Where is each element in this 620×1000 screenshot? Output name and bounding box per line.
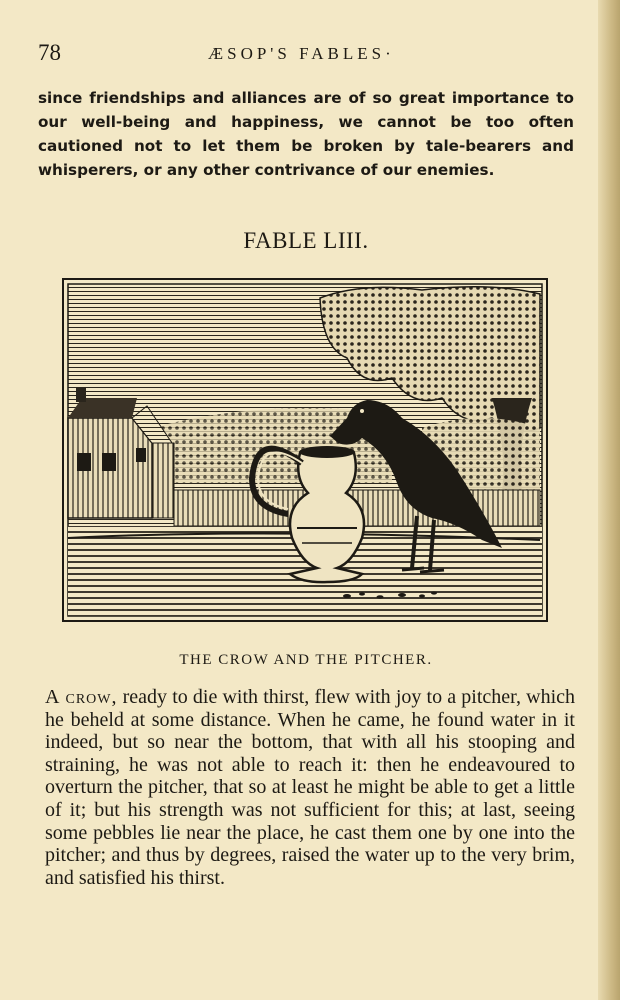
fable-number: FABLE LIII.	[243, 228, 369, 253]
fable-text: ready to die with thirst, flew with joy to a pitcher, which he beheld at some distance. When he came, he found water in it indeed, but so near the bottom, that with all his stooping and straining, he was not able to reach it: then he endeavoured to overturn the pitcher, that so at least he might be able to get a little of it; but his strength was not sufficient for this; at last, seeing some pebbles lie near the place, he cast them one by one into the pitcher; and thus by degrees, raised the water up to the very brim, and satisfied his thirst.	[45, 686, 576, 889]
running-title: ÆSOP'S FABLES·	[208, 44, 395, 63]
intro-paragraph	[38, 86, 574, 182]
running-header	[38, 40, 558, 70]
illustration-caption: THE CROW AND THE PITCHER.	[179, 652, 433, 668]
fable-lead-word: A crow,	[45, 686, 118, 708]
woodcut-illustration	[62, 278, 548, 622]
fable-body	[45, 686, 575, 889]
page-number: 78	[38, 40, 61, 65]
intro-text: since friendships and alliances are of so great importance to our well-being and happiness, we cannot be too often cautioned not to let them be broken by tale-bearers and whisperers, or any other contrivance of our enemies.	[38, 89, 574, 179]
page-edge-shadow	[598, 0, 620, 1000]
fable-paragraph	[45, 686, 575, 889]
